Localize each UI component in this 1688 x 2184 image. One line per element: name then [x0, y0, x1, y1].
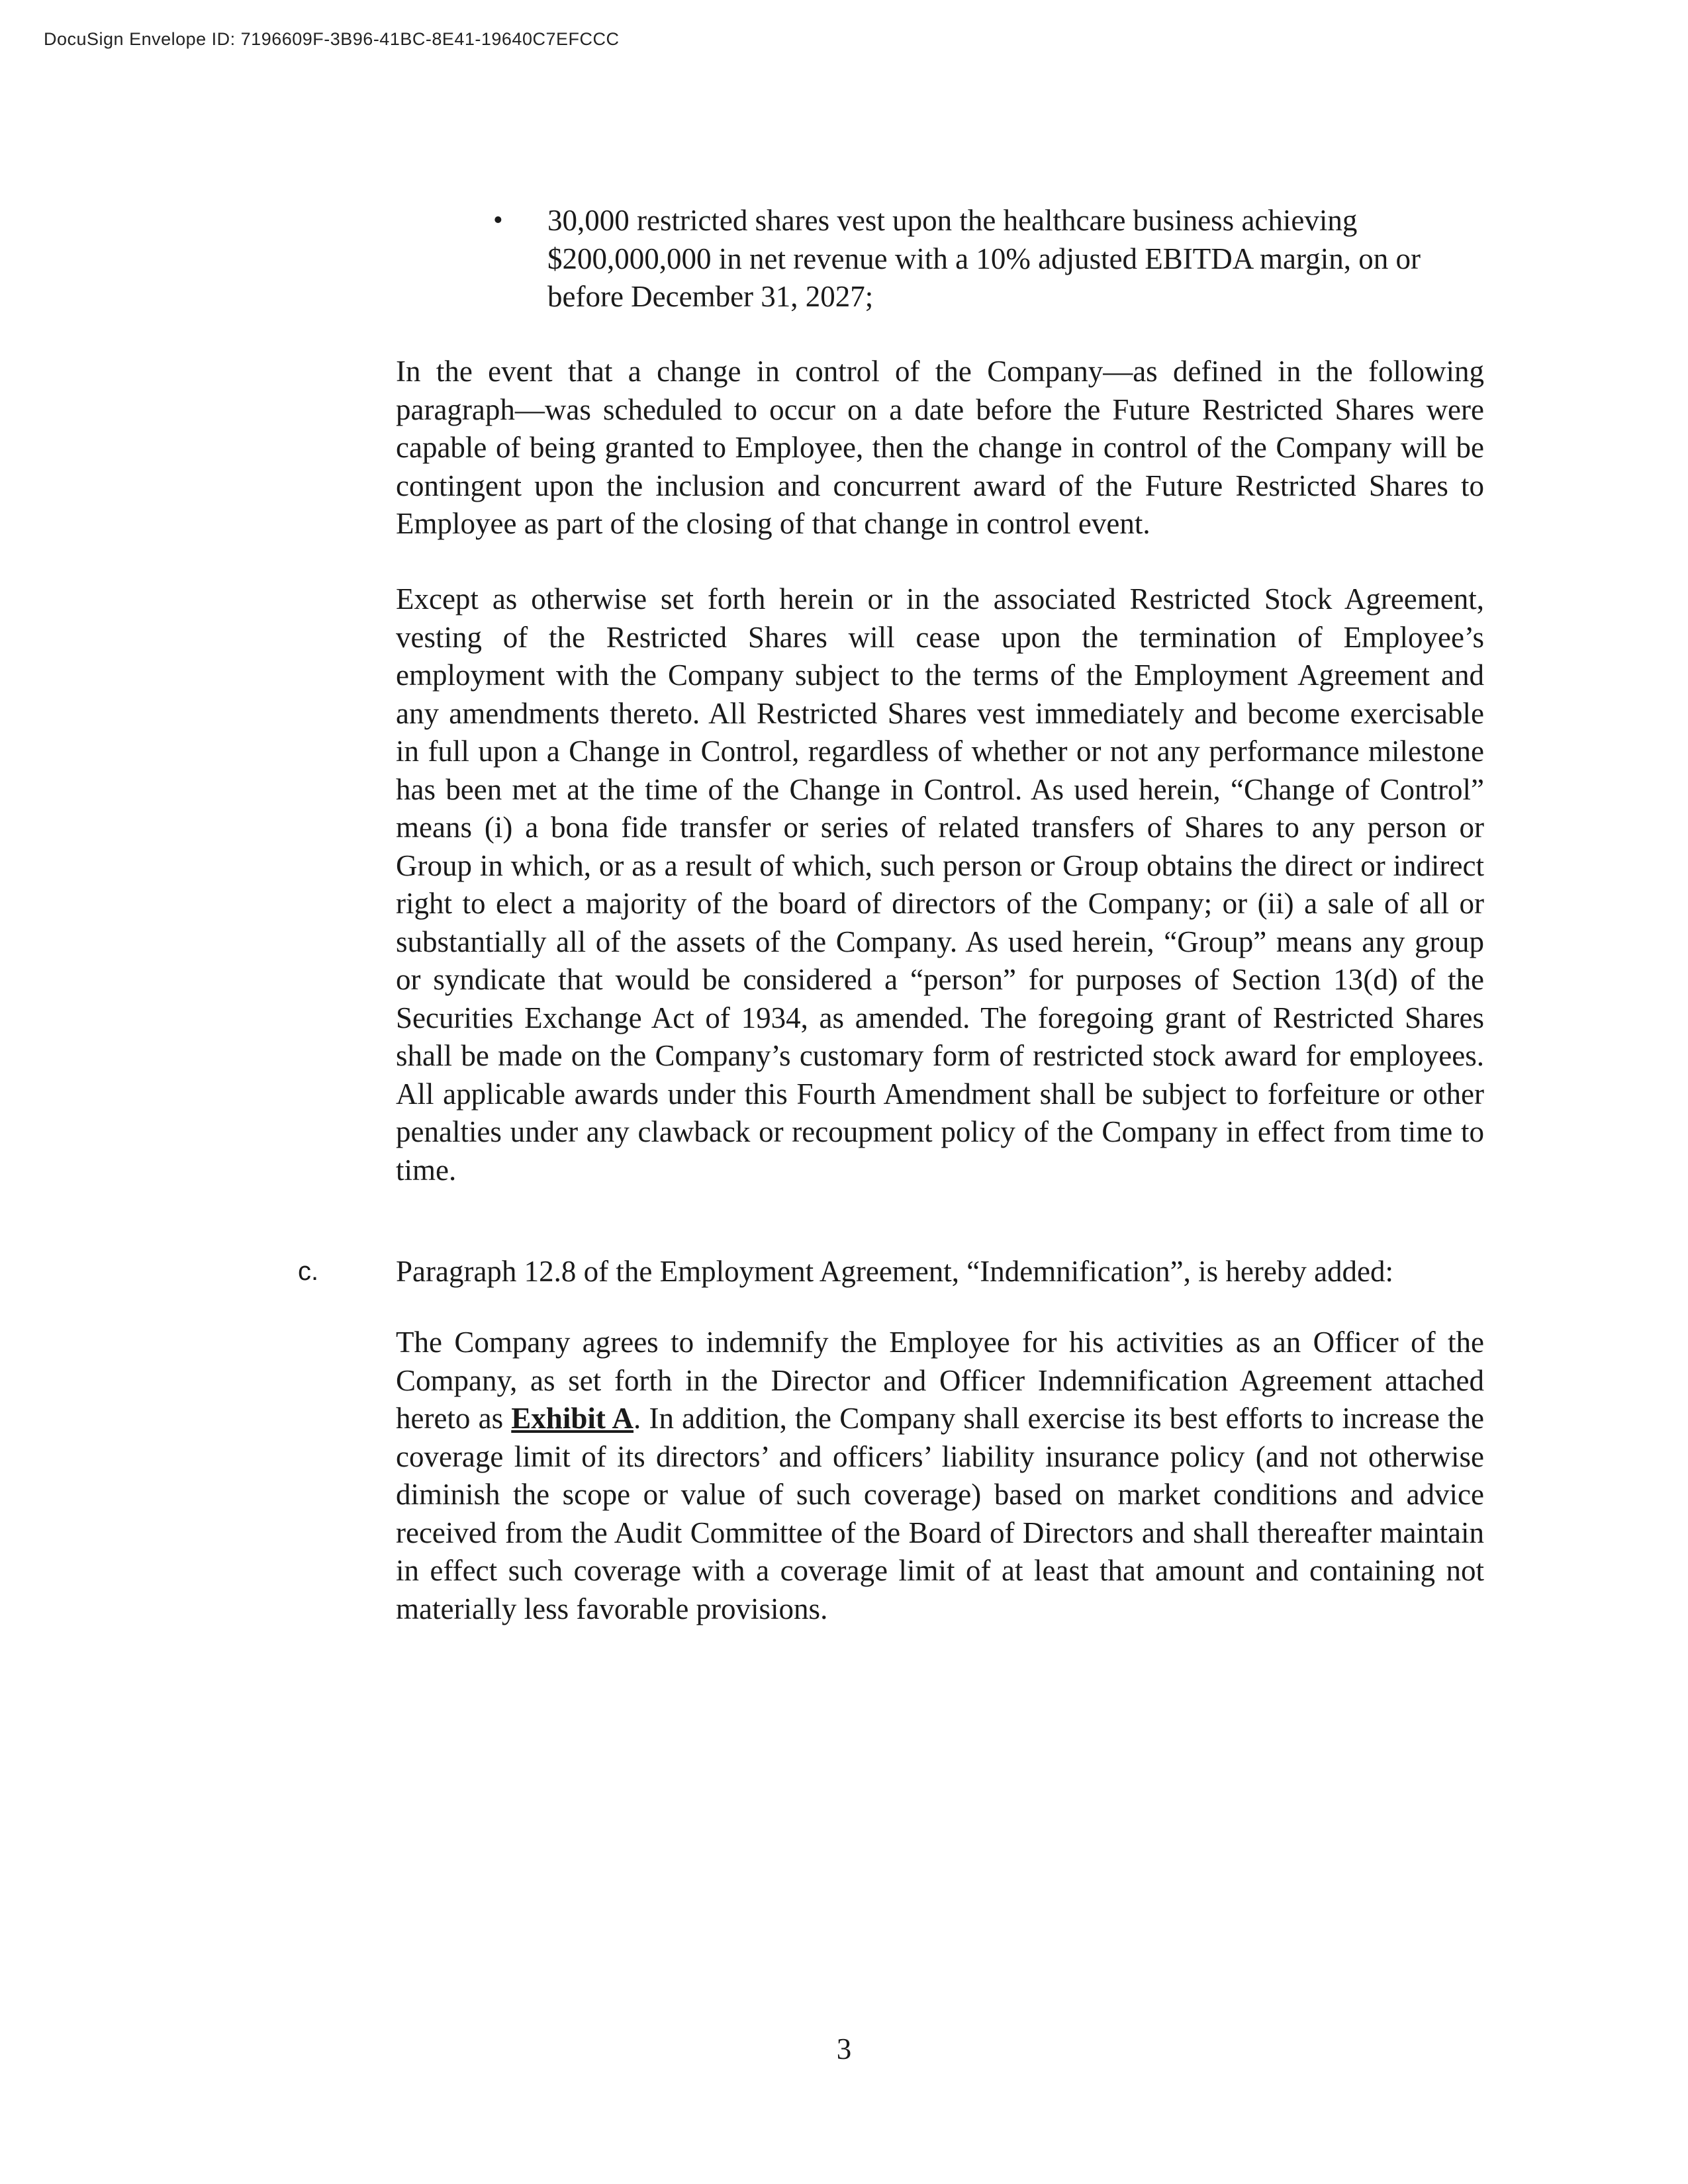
- indemnification-paragraph: [396, 1324, 1484, 1628]
- docusign-envelope-id: DocuSign Envelope ID: 7196609F-3B96-41BC-8E41-19640C7EFCCC: [44, 29, 620, 49]
- exhibit-a-reference: Exhibit A: [511, 1402, 634, 1435]
- item-c-heading: Paragraph 12.8 of the Employment Agreement, “Indemnification”, is hereby added:: [396, 1255, 1394, 1288]
- indemnification-text-after: . In addition, the Company shall exercise its best efforts to increase the coverage limit of its directors’ and officers’ liability insurance policy (and not otherwise diminish the scope or value of such coverage) based on market conditions and advice received from the Audit Committee of the Board of Directors and shall thereafter maintain in effect such coverage with a coverage limit of at least that amount and containing not materially less favorable provisions.: [396, 1402, 1485, 1625]
- bullet-text: 30,000 restricted shares vest upon the healthcare business achieving $200,000,000 in net revenue with a 10% adjusted EBITDA margin, on or before December 31, 2027;: [547, 204, 1421, 313]
- change-in-control-paragraph: In the event that a change in control of the Company—as defined in the following paragraph—was scheduled to occur on a date before the Future Restricted Shares were capable of being granted to Employee, then the change in control of the Company will be contingent upon the inclusion and concurrent award of the Future Restricted Shares to Employee as part of the closing of that change in control event.: [396, 355, 1484, 540]
- indemnification-text-before: The Company agrees to indemnify the Employee for his activities as an Officer of the Company, as set forth in the Director and Officer Indemnification Agreement attached hereto as: [396, 1326, 1484, 1435]
- vesting-paragraph: Except as otherwise set forth herein or in the associated Restricted Stock Agreement, vesting of the Restricted Shares will cease upon the termination of Employee’s employment with the Company subject to the terms of the Employment Agreement and any amendments thereto. All Restricted Shares vest immediately and become exercisable in full upon a Change in Control, regardless of whether or not any performance milestone has been met at the time of the Change in Control. As used herein, “Change of Control” means (i) a bona fide transfer or series of related transfers of Shares to any person or Group in which, or as a result of which, such person or Group obtains the direct or indirect right to elect a majority of the board of directors of the Company; or (ii) a sale of all or substantially all of the assets of the Company. As used herein, “Group” means any group or syndicate that would be considered a “person” for purposes of Section 13(d) of the Securities Exchange Act of 1934, as amended. The foregoing grant of Restricted Shares shall be made on the Company’s customary form of restricted stock award for employees. All applicable awards under this Fourth Amendment shall be subject to forfeiture or other penalties under any clawback or recoupment policy of the Company in effect from time to time.: [396, 582, 1484, 1187]
- item-c-marker: c.: [298, 1257, 319, 1286]
- bullet-icon: •: [493, 205, 503, 236]
- page-number: 3: [836, 2032, 852, 2066]
